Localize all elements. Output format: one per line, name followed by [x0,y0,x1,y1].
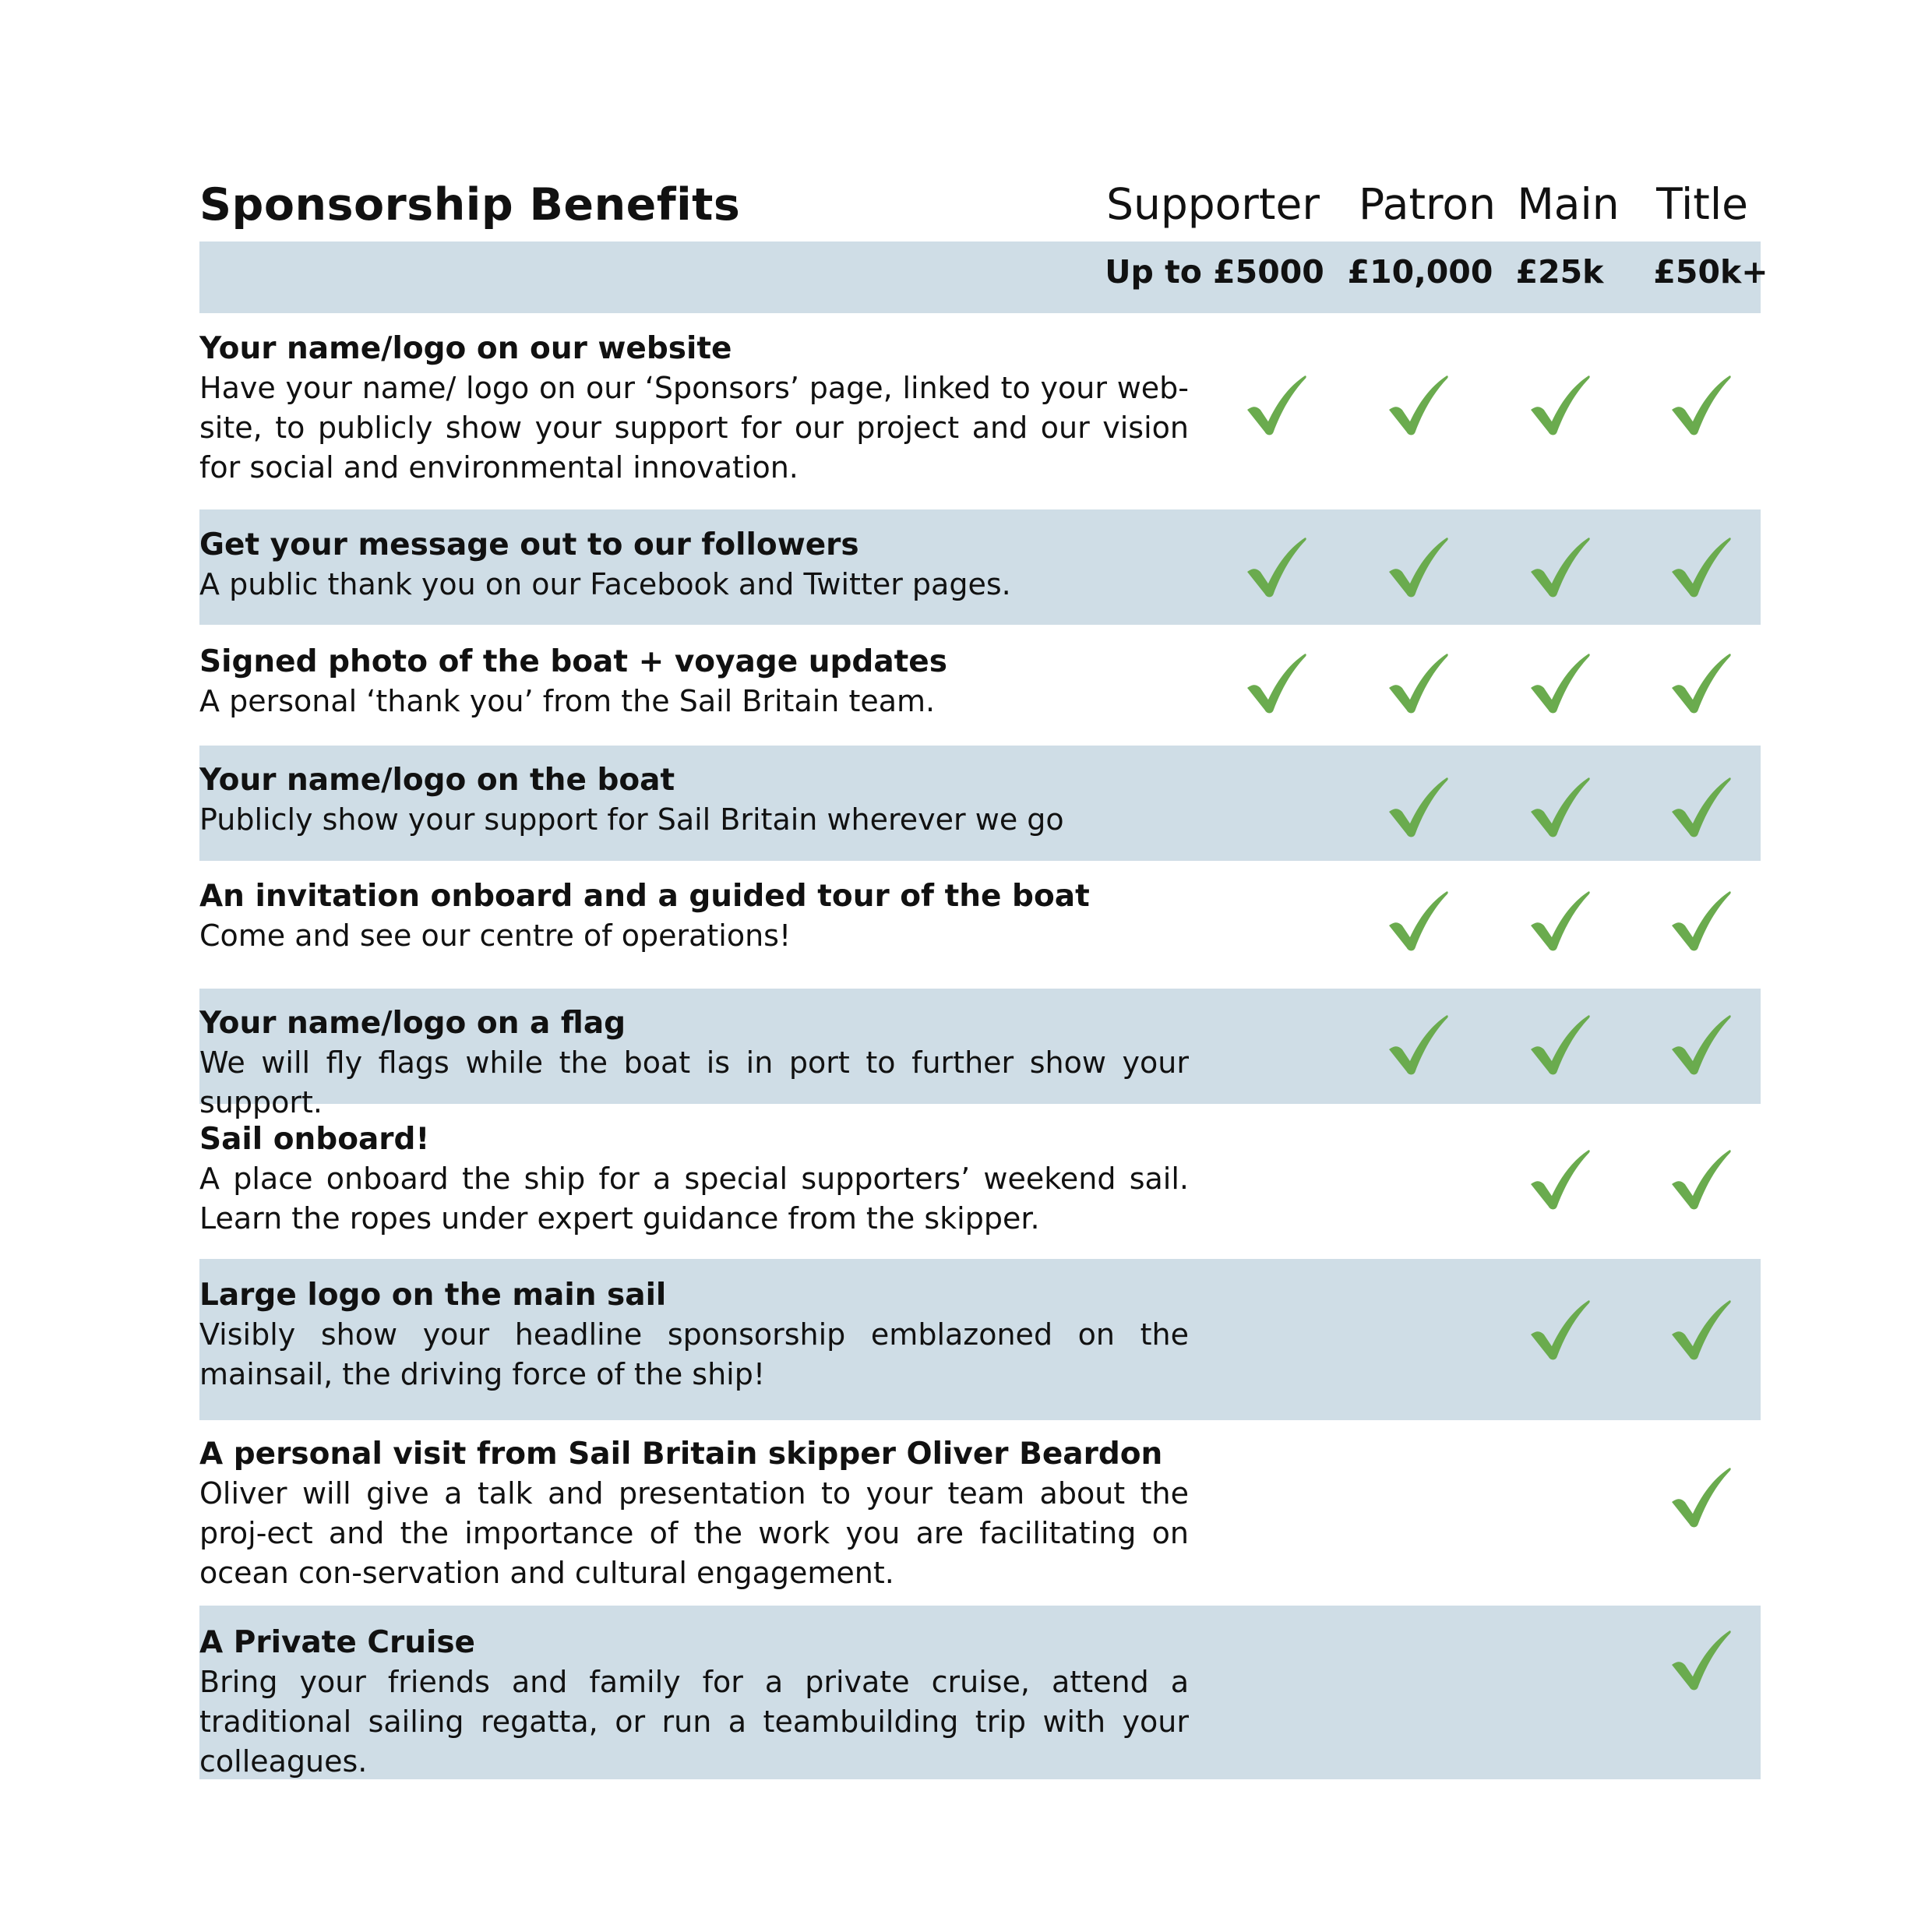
check-mark-icon [1527,535,1592,601]
benefit-title: A Private Cruise [199,1625,476,1660]
benefit-description: A place onboard the ship for a special supporters’ weekend sail. Learn the ropes under expert guidance from the skipper. [199,1162,1189,1236]
benefit-description: Visibly show your headline sponsorship emblazoned on the mainsail, the driving force of the ship! [199,1317,1189,1391]
benefit-title: Get your message out to our followers [199,527,859,562]
check-mark-icon [1668,1628,1733,1694]
tier-name-supporter: Supporter [1106,179,1320,229]
tier-name-patron: Patron [1359,179,1496,229]
page-title: Sponsorship Benefits [199,179,741,231]
benefit-description: Bring your friends and family for a private cruise, attend a traditional sailing regatta, or run a teambuilding trip with your colleagues. [199,1665,1189,1779]
benefit-description: We will fly flags while the boat is in port to further show your support. [199,1045,1189,1119]
benefit-title: An invitation onboard and a guided tour of the boat [199,879,1090,914]
check-mark-icon [1668,1298,1733,1363]
benefit-title: Your name/logo on our website [199,331,732,366]
benefit-title: Your name/logo on the boat [199,763,675,798]
check-mark-icon [1385,651,1451,717]
check-mark-icon [1527,1013,1592,1078]
benefit-title: Large logo on the main sail [199,1278,667,1313]
benefit-description: Have your name/ logo on our ‘Sponsors’ page, linked to your web-site, to publicly show your support for our project and our vision for social and environmental innovation. [199,371,1189,485]
benefit-title: A personal visit from Sail Britain skipper Oliver Beardon [199,1437,1163,1472]
benefit-title: Signed photo of the boat + voyage updates [199,644,947,679]
check-mark-icon [1668,889,1733,954]
check-mark-icon [1527,1148,1592,1213]
tier-price-patron: £10,000 [1347,253,1493,291]
check-mark-icon [1668,651,1733,717]
check-mark-icon [1668,1148,1733,1213]
check-mark-icon [1527,889,1592,954]
benefit-description: Publicly show your support for Sail Britain wherever we go [199,802,1064,837]
check-mark-icon [1527,651,1592,717]
benefit-title: Your name/logo on a flag [199,1006,626,1041]
check-mark-icon [1527,775,1592,841]
tier-price-supporter: Up to £5000 [1105,253,1324,291]
benefit-title: Sail onboard! [199,1122,430,1157]
benefit-description: Oliver will give a talk and presentation to your team about the proj-ect and the importance of the work you are facilitating on ocean con-servation and cultural engagement. [199,1476,1189,1590]
check-mark-icon [1385,1013,1451,1078]
check-mark-icon [1243,373,1309,439]
check-mark-icon [1668,1465,1733,1531]
benefit-row [199,1606,1761,1779]
tier-name-main: Main [1517,179,1620,229]
tier-name-title: Title [1656,179,1748,229]
tier-price-title: £50k+ [1653,253,1768,291]
check-mark-icon [1527,373,1592,439]
benefit-description: Come and see our centre of operations! [199,918,791,953]
check-mark-icon [1385,535,1451,601]
check-mark-icon [1385,889,1451,954]
check-mark-icon [1668,1013,1733,1078]
check-mark-icon [1527,1298,1592,1363]
benefit-row [199,1420,1761,1606]
check-mark-icon [1243,651,1309,717]
check-mark-icon [1385,373,1451,439]
benefit-description: A personal ‘thank you’ from the Sail Britain team. [199,684,936,718]
tier-price-main: £25k [1515,253,1604,291]
check-mark-icon [1668,373,1733,439]
check-mark-icon [1385,775,1451,841]
benefit-description: A public thank you on our Facebook and Twitter pages. [199,567,1011,601]
check-mark-icon [1668,775,1733,841]
check-mark-icon [1243,535,1309,601]
check-mark-icon [1668,535,1733,601]
